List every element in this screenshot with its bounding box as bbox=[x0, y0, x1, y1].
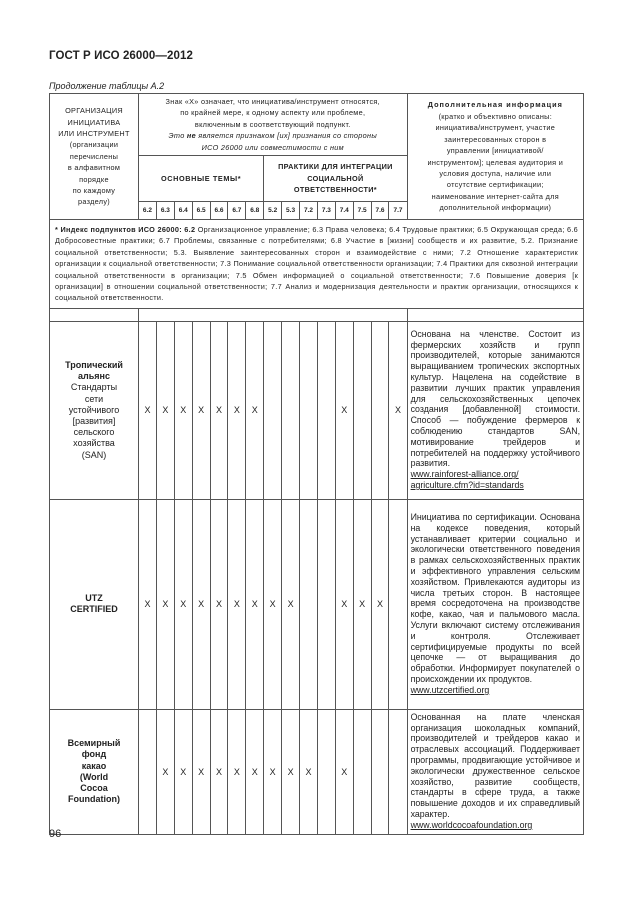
x-mark-cell: X bbox=[335, 321, 353, 499]
organization-name-bold: Foundation) bbox=[68, 794, 120, 805]
website-link[interactable]: www.rainforest-alliance.org/ bbox=[410, 469, 519, 480]
x-mark-cell: X bbox=[246, 499, 264, 709]
practices-header bbox=[264, 156, 407, 202]
organization-name-line: устойчивого bbox=[68, 404, 120, 415]
x-mark-cell: X bbox=[174, 499, 192, 709]
footnote: * Индекс подпунктов ИСО 26000: 6.2 Организационное управление; 6.3 Права человека; 6.4 Трудовые практики; 6.5 Окружающая среда; 6.6 Добросовестные практики; 6.7 Проблемы, связанные с потребителями; 6.8 Участие в [жизни] сообществ и их развитие, 5.2. Признание социальной ответственности; 5.3. Выявление заинтересованных сторон и взаимодействие с ними; 7.2 Отношение характеристик организации к социальной ответственности; 7.3 Понимание социальной ответственности организации; 7.4 Практики для сквозной интеграции социальной ответственности в организации; 7.5 Обмен информацией о социальной ответственности; 7.6 Повышение доверия [к организации] в отношении социальной ответственности; 7.7 Анализ и модернизация деятельности и практик организации, относящихся к социальной ответственности. bbox=[50, 220, 584, 309]
organization-name-line: сельского bbox=[73, 427, 115, 438]
organization-name-line: хозяйства bbox=[73, 438, 115, 449]
theme-code-cell: 6.3 bbox=[156, 202, 174, 220]
x-mark-cell bbox=[282, 321, 300, 499]
additional-info-line: управлении [инициативой/ bbox=[446, 146, 544, 156]
description-cell bbox=[407, 709, 584, 834]
note-line: Знак «X» означает, что инициатива/инструмент относятся, bbox=[165, 97, 380, 106]
practice-code-cell: 7.3 bbox=[317, 202, 335, 220]
org-header-line: (организации bbox=[69, 140, 119, 150]
practice-code-cell: 7.5 bbox=[353, 202, 371, 220]
x-mark-cell bbox=[353, 709, 371, 834]
practice-code-cell: 5.2 bbox=[264, 202, 282, 220]
practice-code-cell: 7.7 bbox=[389, 202, 407, 220]
practices-header-line: ПРАКТИКИ ДЛЯ ИНТЕГРАЦИИ bbox=[278, 162, 393, 172]
theme-code-cell: 6.4 bbox=[174, 202, 192, 220]
x-mark-cell bbox=[371, 709, 389, 834]
x-mark-cell bbox=[264, 321, 282, 499]
description-text: Инициатива по сертификации. Основана на кодексе поведения, который устанавливает критерии социально и экологически ответственного поведения в рамках сельскохозяйственных практик и эффективного управления сельским хозяйством. Привлекаются аудиторы из числа третьих сторон. В настоящее время сосредоточена на производстве кофе, какао, чая и пальмового масла. Услуги включают систему отслеживания и контроля. Отслеживает сертифицируемые продукты по всей цепочке — от выращивания до обработки. Информирует покупателей о происхождении их продуктов. bbox=[410, 512, 581, 685]
organization-name-line: [развития] bbox=[72, 415, 116, 426]
x-mark-cell bbox=[139, 709, 157, 834]
x-mark-cell: X bbox=[192, 709, 210, 834]
org-header-line: порядке bbox=[79, 174, 109, 184]
practice-code-cell: 7.2 bbox=[300, 202, 318, 220]
initiatives-table bbox=[49, 93, 584, 835]
organization-name-bold: альянс bbox=[78, 371, 110, 382]
x-mark-cell: X bbox=[300, 709, 318, 834]
website-link-continued[interactable]: agriculture.cfm?id=standards bbox=[410, 480, 524, 491]
x-mark-cell: X bbox=[282, 499, 300, 709]
description-cell bbox=[407, 499, 584, 709]
org-header-line: ОРГАНИЗАЦИЯ bbox=[65, 106, 123, 116]
organization-name-bold: Тропический bbox=[65, 359, 123, 370]
x-mark-cell: X bbox=[353, 499, 371, 709]
additional-info-header: Дополнительная информация (кратко и объективно описаны: инициатива/инструмент, участие заинтересованных сторон в управлении [инициативой/ инструментом]; целевая аудитория и условия доступа, наличие или отсутствие сертификации; наименование интернет-сайта для дополнительной информации) bbox=[407, 94, 584, 220]
x-mark-cell bbox=[317, 321, 335, 499]
x-mark-cell: X bbox=[174, 321, 192, 499]
organization-name-bold: (World bbox=[79, 771, 109, 782]
organization-name-bold: Cocoa bbox=[80, 782, 108, 793]
x-mark-cell bbox=[300, 321, 318, 499]
additional-info-line: наименование интернет-сайта для bbox=[431, 191, 559, 201]
x-mark-cell bbox=[300, 499, 318, 709]
x-mark-cell: X bbox=[192, 499, 210, 709]
footnote-row bbox=[50, 220, 584, 309]
practices-header-line: ОТВЕТСТВЕННОСТИ* bbox=[293, 185, 377, 195]
additional-info-line: (кратко и объективно описаны: bbox=[438, 111, 553, 121]
x-mark-cell bbox=[353, 321, 371, 499]
x-mark-cell: X bbox=[246, 709, 264, 834]
x-mark-cell: X bbox=[389, 321, 407, 499]
organization-cell bbox=[50, 709, 139, 834]
table-continuation-caption: Продолжение таблицы А.2 bbox=[49, 81, 165, 91]
organization-name-bold: Всемирный bbox=[67, 738, 121, 749]
additional-info-line: инициатива/инструмент, участие bbox=[435, 123, 556, 133]
org-header-line: разделу) bbox=[77, 197, 111, 207]
practice-code-cell: 7.4 bbox=[335, 202, 353, 220]
organization-cell bbox=[50, 499, 139, 709]
x-mark-cell: X bbox=[335, 499, 353, 709]
x-mark-cell: X bbox=[156, 321, 174, 499]
x-mark-cell: X bbox=[156, 709, 174, 834]
practice-code-cell: 5.3 bbox=[282, 202, 300, 220]
x-mark-cell: X bbox=[192, 321, 210, 499]
org-column-header bbox=[50, 94, 139, 220]
x-mark-cell: X bbox=[174, 709, 192, 834]
x-mark-cell bbox=[317, 709, 335, 834]
org-header-line: ИНИЦИАТИВА bbox=[67, 117, 121, 127]
organization-name-bold: какао bbox=[81, 760, 107, 771]
theme-code-cell: 6.5 bbox=[192, 202, 210, 220]
x-mark-cell: X bbox=[139, 321, 157, 499]
x-mark-cell: X bbox=[228, 499, 246, 709]
x-mark-cell: X bbox=[228, 321, 246, 499]
practices-header-line: СОЦИАЛЬНОЙ bbox=[307, 173, 364, 183]
x-mark-cell bbox=[317, 499, 335, 709]
standard-title: ГОСТ Р ИСО 26000—2012 bbox=[49, 50, 194, 62]
website-link[interactable]: www.utzcertified.org bbox=[410, 684, 490, 695]
spacer-row bbox=[50, 308, 584, 321]
organization-name-bold: UTZ bbox=[85, 593, 103, 604]
note-line: включенным в соответствующий подпункт. bbox=[194, 119, 351, 129]
organization-name-line: сети bbox=[84, 393, 104, 404]
x-mark-cell: X bbox=[210, 499, 228, 709]
header-row-top bbox=[50, 94, 584, 156]
website-link[interactable]: www.worldcocoafoundation.org bbox=[410, 819, 533, 830]
note-line: по крайней мере, к одному аспекту или проблеме, bbox=[180, 108, 366, 118]
organization-cell bbox=[50, 321, 139, 499]
description-cell bbox=[407, 321, 584, 499]
org-header-line: ИЛИ ИНСТРУМЕНТ bbox=[58, 129, 130, 138]
theme-code-cell: 6.7 bbox=[228, 202, 246, 220]
x-mark-cell bbox=[389, 709, 407, 834]
additional-info-line: дополнительной информации) bbox=[439, 203, 552, 213]
theme-code-cell: 6.8 bbox=[246, 202, 264, 220]
practice-code-cell: 7.6 bbox=[371, 202, 389, 220]
x-mark-cell: X bbox=[371, 499, 389, 709]
core-themes-header: ОСНОВНЫЕ ТЕМЫ* bbox=[139, 156, 264, 202]
org-header-line: в алфавитном bbox=[67, 163, 121, 173]
x-mark-cell: X bbox=[210, 321, 228, 499]
x-mark-cell: X bbox=[246, 321, 264, 499]
additional-info-line: инструментом]; целевая аудитория и bbox=[427, 157, 564, 167]
table-row bbox=[50, 499, 584, 709]
x-mark-cell bbox=[389, 499, 407, 709]
table-row bbox=[50, 709, 584, 834]
table-row bbox=[50, 321, 584, 499]
x-mark-cell: X bbox=[156, 499, 174, 709]
org-header-line: перечислены bbox=[69, 151, 119, 161]
organization-name-line: Стандарты bbox=[70, 382, 118, 393]
x-mark-cell: X bbox=[210, 709, 228, 834]
theme-code-cell: 6.6 bbox=[210, 202, 228, 220]
x-mark-cell: X bbox=[282, 709, 300, 834]
theme-code-cell: 6.2 bbox=[139, 202, 157, 220]
description-text: Основанная на плате членская организация шоколадных компаний, производителей и трейдеров какао и отраслевых ассоциаций. Поддерживает программы, продвигающие устойчивое и экологически дружественное сельское хозяйство, развитие сообществ, стандарты в сфере труда, а также повышение доходов и их справедливый характер. bbox=[410, 711, 581, 820]
x-mark-note: Знак «X» означает, что инициатива/инструмент относятся, по крайней мере, к одному аспекту или проблеме, включенным в соответствующий подпункт. Это не является признаком [их] признания со стороны ИСО 26000 или совместимости с ним bbox=[139, 94, 408, 156]
org-header-line: по каждому bbox=[72, 186, 116, 196]
organization-name-bold: CERTIFIED bbox=[70, 604, 118, 615]
x-mark-cell: X bbox=[264, 499, 282, 709]
additional-info-line: отсутствие сертификации; bbox=[446, 180, 544, 190]
x-mark-cell: X bbox=[335, 709, 353, 834]
additional-info-line: заинтересованных сторон в bbox=[444, 134, 547, 144]
organization-name-bold: фонд bbox=[81, 749, 107, 760]
x-mark-cell: X bbox=[264, 709, 282, 834]
organization-name-line: (SAN) bbox=[81, 449, 107, 460]
page-number: 96 bbox=[49, 828, 62, 840]
additional-info-line: условия доступа, наличие или bbox=[439, 168, 552, 178]
description-text: Основана на членстве. Состоит из фермерских хозяйств и групп производителей, которые занимаются выращиванием тропических экспортных культур. Нацелена на содействие в развитии лучших практик управления для сельскохозяйственных цепочек создания [добавленной] стоимости. Способ — побуждение фермеров к соблюдению стандартов SAN, мотивирование трейдеров и потребителей на поддержку устойчивого развития. bbox=[410, 328, 581, 469]
x-mark-cell: X bbox=[228, 709, 246, 834]
x-mark-cell: X bbox=[139, 499, 157, 709]
x-mark-cell bbox=[371, 321, 389, 499]
